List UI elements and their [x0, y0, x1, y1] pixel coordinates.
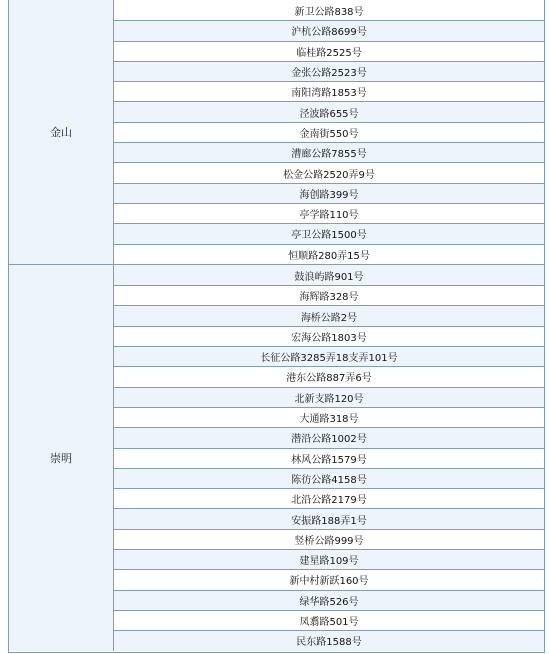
address-cell: 鼓浪屿路901号 — [114, 265, 544, 285]
address-cell: 竖桥公路999号 — [114, 529, 544, 549]
address-cell: 漕廊公路7855号 — [114, 142, 544, 162]
address-cell: 民东路1588号 — [114, 630, 544, 650]
address-cell: 建星路109号 — [114, 549, 544, 569]
address-cell: 凤翥路501号 — [114, 610, 544, 630]
address-cell: 长征公路3285弄18支弄101号 — [114, 346, 544, 366]
address-cell: 潜沿公路1002号 — [114, 427, 544, 447]
address-cell: 亭卫公路1500号 — [114, 223, 544, 243]
address-cell: 金张公路2523号 — [114, 61, 544, 81]
address-table — [8, 0, 545, 653]
address-cell: 新卫公路838号 — [114, 0, 544, 20]
address-cell: 松金公路2520弄9号 — [114, 162, 544, 182]
address-cell: 临桂路2525号 — [114, 41, 544, 61]
address-cell: 陈彷公路4158号 — [114, 468, 544, 488]
address-cell: 恒顺路280弄15号 — [114, 244, 544, 264]
address-cell: 海桥公路2号 — [114, 305, 544, 325]
address-cell: 宏海公路1803号 — [114, 326, 544, 346]
address-cell: 新中村新跃160号 — [114, 569, 544, 589]
address-cell: 海辉路328号 — [114, 285, 544, 305]
address-cell: 沪杭公路8699号 — [114, 20, 544, 40]
address-cell: 北沿公路2179号 — [114, 488, 544, 508]
address-cell: 林风公路1579号 — [114, 448, 544, 468]
address-cell: 亭学路110号 — [114, 203, 544, 223]
address-cell: 南阳湾路1853号 — [114, 81, 544, 101]
address-cell: 安振路188弄1号 — [114, 508, 544, 528]
address-cell: 绿华路526号 — [114, 590, 544, 610]
address-cell: 泾波路655号 — [114, 101, 544, 121]
district-cell: 金山 — [9, 0, 114, 264]
address-cell: 海创路399号 — [114, 183, 544, 203]
address-cell: 大通路318号 — [114, 407, 544, 427]
district-cell: 崇明 — [9, 265, 114, 651]
address-cell: 金南街550号 — [114, 122, 544, 142]
address-cell: 北新支路120号 — [114, 387, 544, 407]
district-group-chongming — [9, 264, 544, 651]
address-cell: 港东公路887弄6号 — [114, 366, 544, 386]
address-list — [114, 265, 544, 651]
district-group-jinshan — [9, 0, 544, 264]
address-list — [114, 0, 544, 264]
